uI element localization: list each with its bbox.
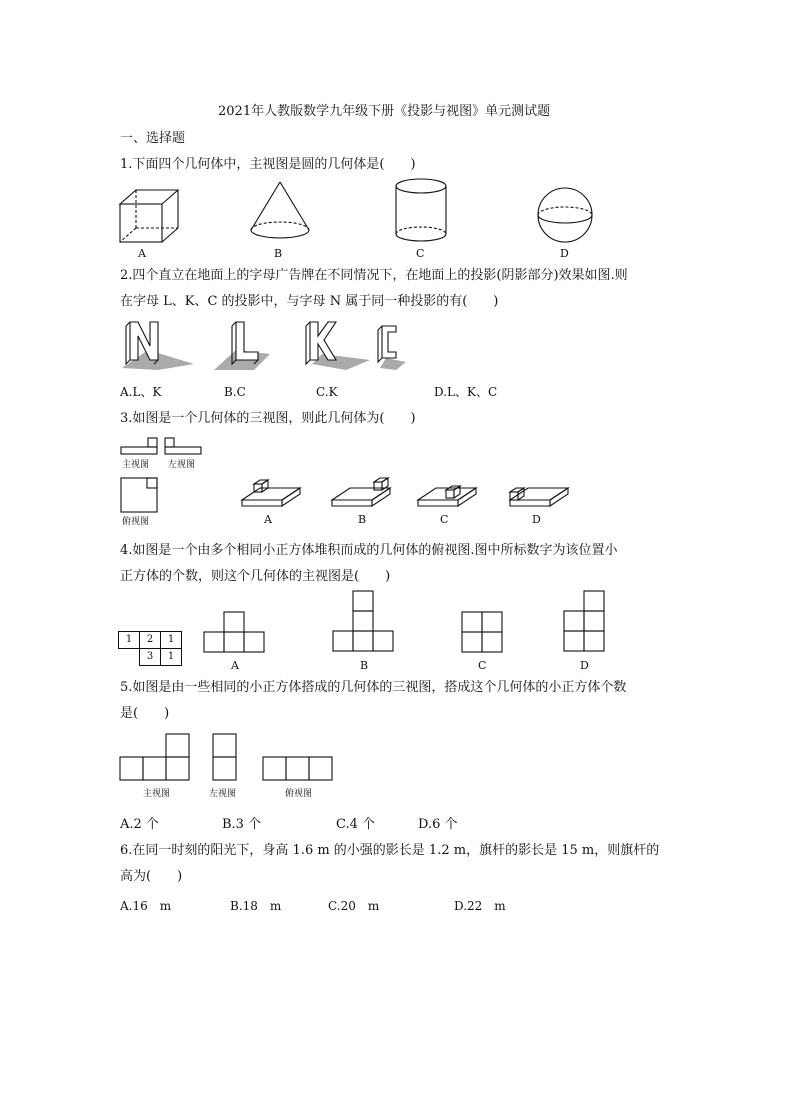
q3-top-view-label: 俯视图 bbox=[122, 517, 150, 527]
grid-cell: 1 bbox=[160, 648, 182, 666]
q3-left-view-label: 左视图 bbox=[168, 460, 196, 470]
q3-option-a-figure bbox=[240, 474, 302, 510]
q6-option-d: D.22 m bbox=[454, 899, 506, 913]
q4-stem-line2: 正方体的个数，则这个几何体的主视图是( ) bbox=[120, 569, 391, 584]
q4-stem-line1: 4.如图是一个由多个相同小正方体堆积而成的几何体的俯视图.图中所标数字为该位置小 bbox=[120, 543, 618, 558]
q1-label-b: B bbox=[274, 247, 283, 260]
q5-front-view-label: 主视图 bbox=[143, 789, 171, 799]
q2-option-c: C.K bbox=[316, 385, 338, 399]
q4-label-a: A bbox=[231, 659, 239, 672]
q3-stem: 3.如图是一个几何体的三视图，则此几何体为( ) bbox=[120, 411, 416, 426]
q6-stem-line2: 高为( ) bbox=[120, 869, 183, 884]
q6-option-b: B.18 m bbox=[230, 899, 282, 913]
q6-option-c: C.20 m bbox=[328, 899, 380, 913]
q4-option-a-figure bbox=[203, 610, 267, 654]
grid-cell: 2 bbox=[139, 631, 161, 649]
q4-option-d-figure bbox=[563, 589, 607, 653]
q3-label-b: B bbox=[358, 513, 367, 526]
q4-option-c-figure bbox=[461, 610, 505, 654]
q2-stem-line2: 在字母 L、K、C 的投影中，与字母 N 属于同一种投影的有( ) bbox=[120, 294, 499, 309]
q3-front-view-label: 主视图 bbox=[122, 460, 150, 470]
cube-figure bbox=[118, 188, 182, 244]
q3-left-view bbox=[164, 437, 204, 455]
grid-cell: 1 bbox=[160, 631, 182, 649]
q2-stem-line1: 2.四个直立在地面上的字母广告牌在不同情况下，在地面上的投影(阴影部分)效果如图.则 bbox=[120, 268, 628, 283]
q4-option-b-figure bbox=[332, 589, 396, 653]
page-title: 2021年人教版数学九年级下册《投影与视图》单元测试题 bbox=[218, 104, 551, 119]
q4-label-b: B bbox=[360, 659, 369, 672]
q5-top-view-label: 俯视图 bbox=[285, 789, 313, 799]
section-heading: 一、选择题 bbox=[120, 131, 186, 146]
q1-label-d: D bbox=[560, 247, 569, 260]
q1-label-c: C bbox=[416, 247, 425, 260]
q6-stem-line1: 6.在同一时刻的阳光下，身高 1.6 m 的小强的影长是 1.2 m，旗杆的影长是 15 m，则旗杆的 bbox=[120, 843, 660, 858]
q5-left-view bbox=[212, 733, 240, 783]
q2-option-b: B.C bbox=[224, 385, 246, 399]
q5-option-a: A.2 个 bbox=[120, 817, 159, 832]
cylinder-figure bbox=[394, 178, 448, 244]
q5-stem-line1: 5.如图是由一些相同的小正方体搭成的几何体的三视图，搭成这个几何体的小正方体个数 bbox=[120, 680, 627, 695]
q4-label-c: C bbox=[478, 659, 487, 672]
q3-option-c-figure bbox=[416, 474, 478, 510]
cone-figure bbox=[248, 180, 312, 242]
q1-stem: 1.下面四个几何体中，主视图是圆的几何体是( ) bbox=[120, 157, 416, 172]
q3-option-d-figure bbox=[508, 474, 570, 510]
q3-label-a: A bbox=[264, 513, 272, 526]
q3-label-d: D bbox=[532, 513, 541, 526]
q4-label-d: D bbox=[580, 659, 589, 672]
q5-left-view-label: 左视图 bbox=[209, 789, 237, 799]
q5-stem-line2: 是( ) bbox=[120, 706, 170, 721]
q2-option-d: D.L、K、C bbox=[434, 385, 498, 399]
q5-option-c: C.4 个 bbox=[336, 817, 376, 832]
billboard-c-figure bbox=[376, 320, 456, 372]
q3-option-b-figure bbox=[330, 474, 392, 510]
q2-option-a: A.L、K bbox=[120, 385, 162, 399]
q3-front-view bbox=[120, 437, 160, 455]
q5-option-d: D.6 个 bbox=[418, 817, 458, 832]
grid-cell: 1 bbox=[118, 631, 140, 649]
q3-label-c: C bbox=[440, 513, 449, 526]
q6-option-a: A.16 m bbox=[120, 899, 172, 913]
billboard-n-figure bbox=[118, 320, 198, 372]
billboard-l-figure bbox=[210, 320, 290, 372]
q3-top-view bbox=[120, 477, 160, 513]
sphere-figure bbox=[535, 185, 595, 245]
q5-option-b: B.3 个 bbox=[222, 817, 262, 832]
q5-front-view bbox=[119, 733, 191, 783]
q1-label-a: A bbox=[138, 247, 146, 260]
billboard-k-figure bbox=[302, 320, 382, 372]
q5-top-view bbox=[262, 756, 334, 782]
grid-cell: 3 bbox=[139, 648, 161, 666]
